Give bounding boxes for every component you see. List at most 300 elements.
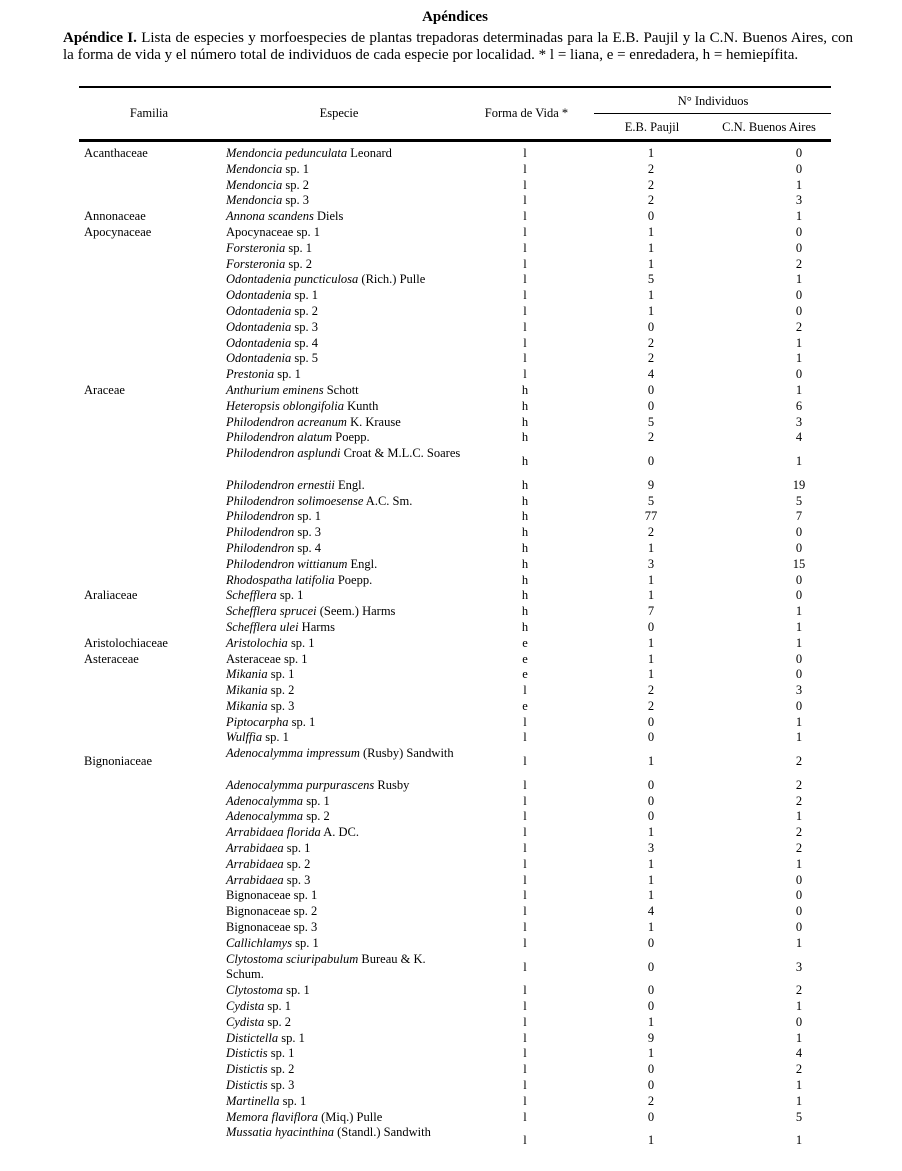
cell-buenos-aires: 7 [795, 509, 803, 524]
cell-especie [226, 683, 466, 699]
species-italic-name: Mikania [226, 683, 268, 698]
species-authority: sp. 1 [288, 714, 316, 729]
cell-buenos-aires: 2 [795, 754, 803, 769]
cell-especie [226, 288, 466, 304]
cell-paujil: 1 [647, 856, 655, 871]
cell-especie [226, 351, 466, 367]
cell-forma-vida: l [523, 841, 527, 856]
species-italic-name: Odontadenia [226, 335, 292, 350]
cell-forma-vida: l [523, 367, 527, 382]
cell-buenos-aires: 1 [795, 935, 803, 950]
cell-forma-vida: l [523, 146, 527, 160]
table-row [79, 746, 831, 778]
species-italic-name: Forsteronia [226, 256, 286, 271]
cell-paujil: 0 [647, 935, 655, 950]
cell-buenos-aires: 1 [795, 1133, 803, 1148]
species-italic-name: Mikania [226, 667, 268, 682]
cell-especie [226, 888, 466, 904]
cell-forma-vida: l [523, 1014, 527, 1029]
species-authority: sp. 2 [285, 256, 313, 271]
species-italic-name: Mendoncia [226, 161, 283, 176]
cell-especie [226, 857, 466, 873]
species-authority: sp. 5 [291, 351, 319, 366]
cell-forma-vida: l [523, 935, 527, 950]
cell-forma-vida: h [521, 382, 529, 397]
cell-forma-vida: l [523, 809, 527, 824]
cell-paujil: 1 [647, 754, 655, 769]
cell-especie [226, 193, 466, 209]
cell-forma-vida: l [523, 856, 527, 871]
species-italic-name: Schefflera [226, 588, 277, 603]
species-authority: Asteraceae sp. 1 [226, 651, 308, 666]
cell-forma-vida: l [523, 256, 527, 271]
cell-paujil: 2 [647, 1093, 655, 1108]
species-authority: sp. 1 [278, 1030, 305, 1045]
cell-buenos-aires: 3 [795, 683, 803, 698]
table-row [79, 399, 831, 415]
cell-paujil: 2 [647, 430, 655, 445]
cell-buenos-aires: 1 [795, 856, 803, 871]
species-authority: sp. 1 [267, 1046, 295, 1061]
cell-paujil: 3 [647, 556, 655, 571]
species-italic-name: Arrabidaea florida [226, 825, 321, 840]
table-row [79, 857, 831, 873]
cell-paujil: 1 [647, 240, 655, 255]
species-authority: A.C. Sm. [363, 493, 413, 508]
cell-buenos-aires: 1 [795, 635, 803, 650]
cell-forma-vida: e [522, 698, 528, 713]
cell-paujil: 0 [647, 714, 655, 729]
cell-paujil: 0 [647, 793, 655, 808]
cell-forma-vida: l [523, 272, 527, 287]
cell-forma-vida: l [523, 730, 527, 745]
cell-buenos-aires: 1 [795, 177, 803, 192]
species-authority: Apocynaceae sp. 1 [226, 224, 321, 239]
cell-especie [226, 225, 466, 241]
cell-paujil: 1 [647, 256, 655, 271]
cell-buenos-aires: 0 [795, 161, 803, 176]
cell-paujil: 0 [647, 319, 655, 334]
cell-paujil: 1 [647, 303, 655, 318]
cell-especie [226, 209, 466, 225]
cell-familia: Bignoniaceae [84, 754, 153, 769]
cell-buenos-aires: 5 [795, 1109, 803, 1124]
table-row [79, 257, 831, 273]
species-authority: sp. 1 [274, 367, 301, 382]
table-row [79, 336, 831, 352]
cell-especie [226, 241, 466, 257]
species-authority: sp. 3 [291, 319, 319, 334]
table-row [79, 1110, 831, 1126]
species-italic-name: Mussatia hyacinthina [226, 1125, 334, 1140]
cell-especie [226, 509, 466, 525]
table-row [79, 699, 831, 715]
cell-especie [226, 778, 466, 794]
cell-especie [226, 1110, 466, 1126]
table-row [79, 683, 831, 699]
cell-paujil: 1 [647, 825, 655, 840]
species-italic-name: Rhodospatha latifolia [226, 572, 335, 587]
cell-buenos-aires: 0 [795, 540, 803, 555]
cell-especie [226, 178, 466, 194]
species-italic-name: Mendoncia [226, 177, 283, 192]
cell-paujil: 1 [647, 572, 655, 587]
table-row [79, 888, 831, 904]
cell-buenos-aires: 0 [795, 698, 803, 713]
species-authority: (Rusby) Sandwith [359, 746, 454, 761]
cell-paujil: 3 [647, 841, 655, 856]
cell-forma-vida: l [523, 754, 527, 769]
species-italic-name: Philodendron [226, 525, 295, 540]
cell-paujil: 1 [647, 635, 655, 650]
table-row [79, 809, 831, 825]
cell-paujil: 1 [647, 224, 655, 239]
cell-buenos-aires: 4 [795, 1046, 803, 1061]
cell-especie [226, 730, 466, 746]
cell-buenos-aires: 1 [795, 1078, 803, 1093]
cell-especie [226, 304, 466, 320]
species-italic-name: Adenocalymma purpurascens [226, 777, 375, 792]
species-authority: (Seem.) Harms [316, 604, 396, 619]
cell-especie [226, 920, 466, 936]
cell-forma-vida: e [522, 651, 528, 666]
species-italic-name: Memora flaviflora [226, 1109, 319, 1124]
species-authority: sp. 1 [264, 999, 291, 1014]
cell-paujil: 2 [647, 351, 655, 366]
species-authority: sp. 1 [262, 730, 289, 745]
cell-buenos-aires: 1 [795, 209, 803, 224]
species-italic-name: Mendoncia pedunculata [226, 146, 348, 160]
cell-forma-vida: l [523, 224, 527, 239]
cell-buenos-aires: 3 [795, 414, 803, 429]
cell-forma-vida: h [521, 604, 529, 619]
cell-paujil: 1 [647, 288, 655, 303]
cell-paujil: 0 [647, 619, 655, 634]
cell-forma-vida: l [523, 209, 527, 224]
table-row [79, 999, 831, 1015]
cell-familia: Aristolochiaceae [84, 635, 168, 650]
species-italic-name: Mendoncia [226, 193, 283, 208]
cell-paujil: 1 [647, 888, 655, 903]
cell-forma-vida: h [521, 572, 529, 587]
cell-forma-vida: l [523, 1109, 527, 1124]
cell-especie [226, 699, 466, 715]
species-italic-name: Heteropsis oblongifolia [226, 398, 344, 413]
cell-paujil: 1 [647, 667, 655, 682]
species-authority: Kunth [343, 398, 379, 413]
table-row [79, 825, 831, 841]
cell-buenos-aires: 2 [795, 983, 803, 998]
cell-especie [226, 478, 466, 494]
cell-buenos-aires: 1 [795, 999, 803, 1014]
table-row [79, 873, 831, 889]
table-row [79, 604, 831, 620]
species-authority: sp. 3 [283, 872, 311, 887]
cell-buenos-aires: 4 [795, 430, 803, 445]
species-authority: Bignonaceae sp. 3 [226, 920, 318, 935]
cell-buenos-aires: 0 [795, 303, 803, 318]
species-authority: sp. 2 [283, 856, 311, 871]
table-body [79, 146, 831, 1157]
cell-paujil: 0 [647, 730, 655, 745]
individuos-rule [594, 113, 831, 114]
cell-paujil: 1 [647, 588, 655, 603]
species-authority: Harms [298, 619, 335, 634]
cell-forma-vida: l [523, 161, 527, 176]
cell-paujil: 1 [647, 540, 655, 555]
table-row [79, 509, 831, 525]
cell-buenos-aires: 1 [795, 604, 803, 619]
cell-especie [226, 636, 466, 652]
species-italic-name: Cydista [226, 999, 265, 1014]
cell-familia: Apocynaceae [84, 224, 152, 239]
species-italic-name: Distictis [226, 1078, 268, 1093]
header-buenos-aires: C.N. Buenos Aires [722, 120, 816, 134]
cell-especie [226, 336, 466, 352]
cell-especie [226, 573, 466, 589]
cell-forma-vida: h [521, 454, 529, 469]
cell-familia: Asteraceae [84, 651, 139, 666]
species-authority: sp. 1 [282, 161, 309, 176]
cell-forma-vida: l [523, 319, 527, 334]
species-authority: Rusby [374, 777, 410, 792]
species-authority: sp. 1 [294, 509, 322, 524]
species-authority: Engl. [347, 556, 378, 571]
table-row [79, 541, 831, 557]
cell-especie [226, 1094, 466, 1110]
cell-especie [226, 257, 466, 273]
table-row [79, 667, 831, 683]
cell-paujil: 5 [647, 493, 655, 508]
table-row [79, 715, 831, 731]
species-authority: sp. 1 [267, 667, 295, 682]
cell-especie [226, 272, 466, 288]
species-authority: sp. 1 [287, 635, 315, 650]
cell-paujil: 0 [647, 959, 655, 974]
species-authority: K. Krause [346, 414, 401, 429]
table-row [79, 288, 831, 304]
cell-especie [226, 825, 466, 841]
cell-buenos-aires: 0 [795, 904, 803, 919]
cell-buenos-aires: 0 [795, 667, 803, 682]
cell-buenos-aires: 5 [795, 493, 803, 508]
cell-forma-vida: l [523, 825, 527, 840]
species-italic-name: Arrabidaea [226, 841, 284, 856]
table-row [79, 320, 831, 336]
cell-especie [226, 320, 466, 336]
cell-buenos-aires: 0 [795, 588, 803, 603]
cell-forma-vida: l [523, 904, 527, 919]
cell-forma-vida: l [523, 288, 527, 303]
species-authority: sp. 1 [282, 983, 310, 998]
table-row [79, 351, 831, 367]
page-title: Apéndices [422, 9, 488, 25]
table-row [79, 304, 831, 320]
cell-buenos-aires: 2 [795, 841, 803, 856]
cell-paujil: 2 [647, 193, 655, 208]
cell-paujil: 1 [647, 1014, 655, 1029]
cell-especie [226, 1078, 466, 1094]
cell-buenos-aires: 2 [795, 793, 803, 808]
species-italic-name: Callichlamys [226, 935, 292, 950]
cell-buenos-aires: 0 [795, 1014, 803, 1029]
cell-paujil: 2 [647, 161, 655, 176]
cell-buenos-aires: 1 [795, 454, 803, 469]
cell-forma-vida: h [521, 619, 529, 634]
cell-paujil: 5 [647, 272, 655, 287]
species-italic-name: Philodendron wittianum [226, 556, 348, 571]
cell-paujil: 77 [644, 509, 658, 524]
cell-especie [226, 809, 466, 825]
cell-especie [226, 952, 466, 984]
cell-forma-vida: l [523, 888, 527, 903]
cell-especie [226, 873, 466, 889]
cell-especie [226, 557, 466, 573]
table-row [79, 1062, 831, 1078]
species-authority: Poepp. [332, 430, 370, 445]
table-row [79, 841, 831, 857]
cell-forma-vida: l [523, 1078, 527, 1093]
species-italic-name: Adenocalymma impressum [226, 746, 360, 761]
table-row [79, 588, 831, 604]
cell-buenos-aires: 0 [795, 920, 803, 935]
species-authority: Leonard [347, 146, 392, 160]
species-italic-name: Adenocalymma [226, 793, 304, 808]
table-row [79, 794, 831, 810]
cell-especie [226, 999, 466, 1015]
cell-especie [226, 367, 466, 383]
table-row [79, 178, 831, 194]
species-italic-name: Distictis [226, 1062, 268, 1077]
cell-especie [226, 794, 466, 810]
species-italic-name: Odontadenia [226, 288, 292, 303]
cell-paujil: 2 [647, 177, 655, 192]
cell-paujil: 1 [647, 1133, 655, 1148]
cell-buenos-aires: 0 [795, 872, 803, 887]
cell-especie [226, 1125, 466, 1141]
species-italic-name: Aristolochia [226, 635, 288, 650]
cell-especie [226, 652, 466, 668]
cell-especie [226, 162, 466, 178]
cell-paujil: 1 [647, 920, 655, 935]
cell-especie [226, 383, 466, 399]
cell-forma-vida: l [523, 999, 527, 1014]
header-bottom-rule [79, 139, 831, 142]
cell-paujil: 2 [647, 335, 655, 350]
table-row [79, 1015, 831, 1031]
cell-paujil: 2 [647, 698, 655, 713]
cell-buenos-aires: 0 [795, 572, 803, 587]
species-authority: sp. 2 [267, 683, 295, 698]
cell-buenos-aires: 1 [795, 714, 803, 729]
cell-especie [226, 1046, 466, 1062]
cell-forma-vida: h [521, 525, 529, 540]
species-italic-name: Piptocarpha [226, 714, 289, 729]
species-italic-name: Clytostoma [226, 983, 283, 998]
table-row [79, 146, 831, 162]
table-row [79, 193, 831, 209]
cell-paujil: 9 [647, 1030, 655, 1045]
species-italic-name: Philodendron asplundi [226, 446, 341, 461]
species-authority: sp. 1 [285, 240, 313, 255]
species-italic-name: Arrabidaea [226, 856, 284, 871]
cell-paujil: 0 [647, 983, 655, 998]
species-authority: sp. 1 [279, 1093, 307, 1108]
cell-buenos-aires: 1 [795, 351, 803, 366]
cell-forma-vida: l [523, 1093, 527, 1108]
cell-forma-vida: e [522, 667, 528, 682]
species-italic-name: Wulffia [226, 730, 263, 745]
species-authority: sp. 3 [267, 698, 295, 713]
species-italic-name: Philodendron alatum [226, 430, 333, 445]
header-paujil: E.B. Paujil [624, 120, 680, 134]
cell-forma-vida: h [521, 398, 529, 413]
cell-forma-vida: l [523, 193, 527, 208]
table-top-rule [79, 86, 831, 88]
species-authority: Bureau & K. Schum. [226, 951, 426, 982]
caption-text: Lista de especies y morfoespecies de plantas trepadoras determinadas para la E.B. Paujil y la C.N. Buenos Aires, con la forma de vida y el número total de individuos de cada especie por localidad. * l = liana, e = enredadera, h = hemiepífita. [63, 30, 853, 63]
cell-buenos-aires: 0 [795, 367, 803, 382]
cell-familia: Acanthaceae [84, 146, 148, 160]
cell-buenos-aires: 19 [792, 477, 806, 492]
cell-buenos-aires: 1 [795, 1030, 803, 1045]
species-authority: sp. 2 [267, 1062, 295, 1077]
cell-buenos-aires: 1 [795, 1093, 803, 1108]
cell-buenos-aires: 2 [795, 1062, 803, 1077]
species-authority: (Rich.) Pulle [358, 272, 426, 287]
cell-forma-vida: h [521, 430, 529, 445]
species-authority: sp. 1 [291, 288, 319, 303]
cell-buenos-aires: 1 [795, 730, 803, 745]
cell-paujil: 2 [647, 525, 655, 540]
table-row [79, 225, 831, 241]
cell-forma-vida: l [523, 351, 527, 366]
cell-paujil: 1 [647, 872, 655, 887]
cell-forma-vida: l [523, 872, 527, 887]
species-italic-name: Odontadenia [226, 303, 292, 318]
cell-buenos-aires: 2 [795, 319, 803, 334]
table-row [79, 557, 831, 573]
species-authority: sp. 4 [294, 540, 322, 555]
species-authority: sp. 3 [294, 525, 322, 540]
cell-paujil: 0 [647, 382, 655, 397]
species-authority: Schott [323, 382, 359, 397]
cell-forma-vida: h [521, 414, 529, 429]
caption-label: Apéndice I. [63, 30, 137, 46]
species-authority: (Miq.) Pulle [318, 1109, 383, 1124]
species-authority: sp. 2 [282, 177, 309, 192]
species-authority: sp. 2 [303, 809, 330, 824]
table-row [79, 573, 831, 589]
species-italic-name: Annona scandens [226, 209, 314, 224]
species-authority: sp. 1 [303, 793, 330, 808]
cell-especie [226, 746, 466, 762]
cell-paujil: 4 [647, 904, 655, 919]
table-caption [63, 30, 853, 64]
table-row [79, 1046, 831, 1062]
cell-especie [226, 446, 466, 462]
species-authority: (Standl.) Sandwith [333, 1125, 431, 1140]
cell-especie [226, 525, 466, 541]
table-row [79, 383, 831, 399]
cell-especie [226, 904, 466, 920]
cell-buenos-aires: 6 [795, 398, 803, 413]
table-row [79, 778, 831, 794]
table-row [79, 525, 831, 541]
cell-forma-vida: l [523, 240, 527, 255]
cell-paujil: 0 [647, 454, 655, 469]
cell-forma-vida: l [523, 1062, 527, 1077]
